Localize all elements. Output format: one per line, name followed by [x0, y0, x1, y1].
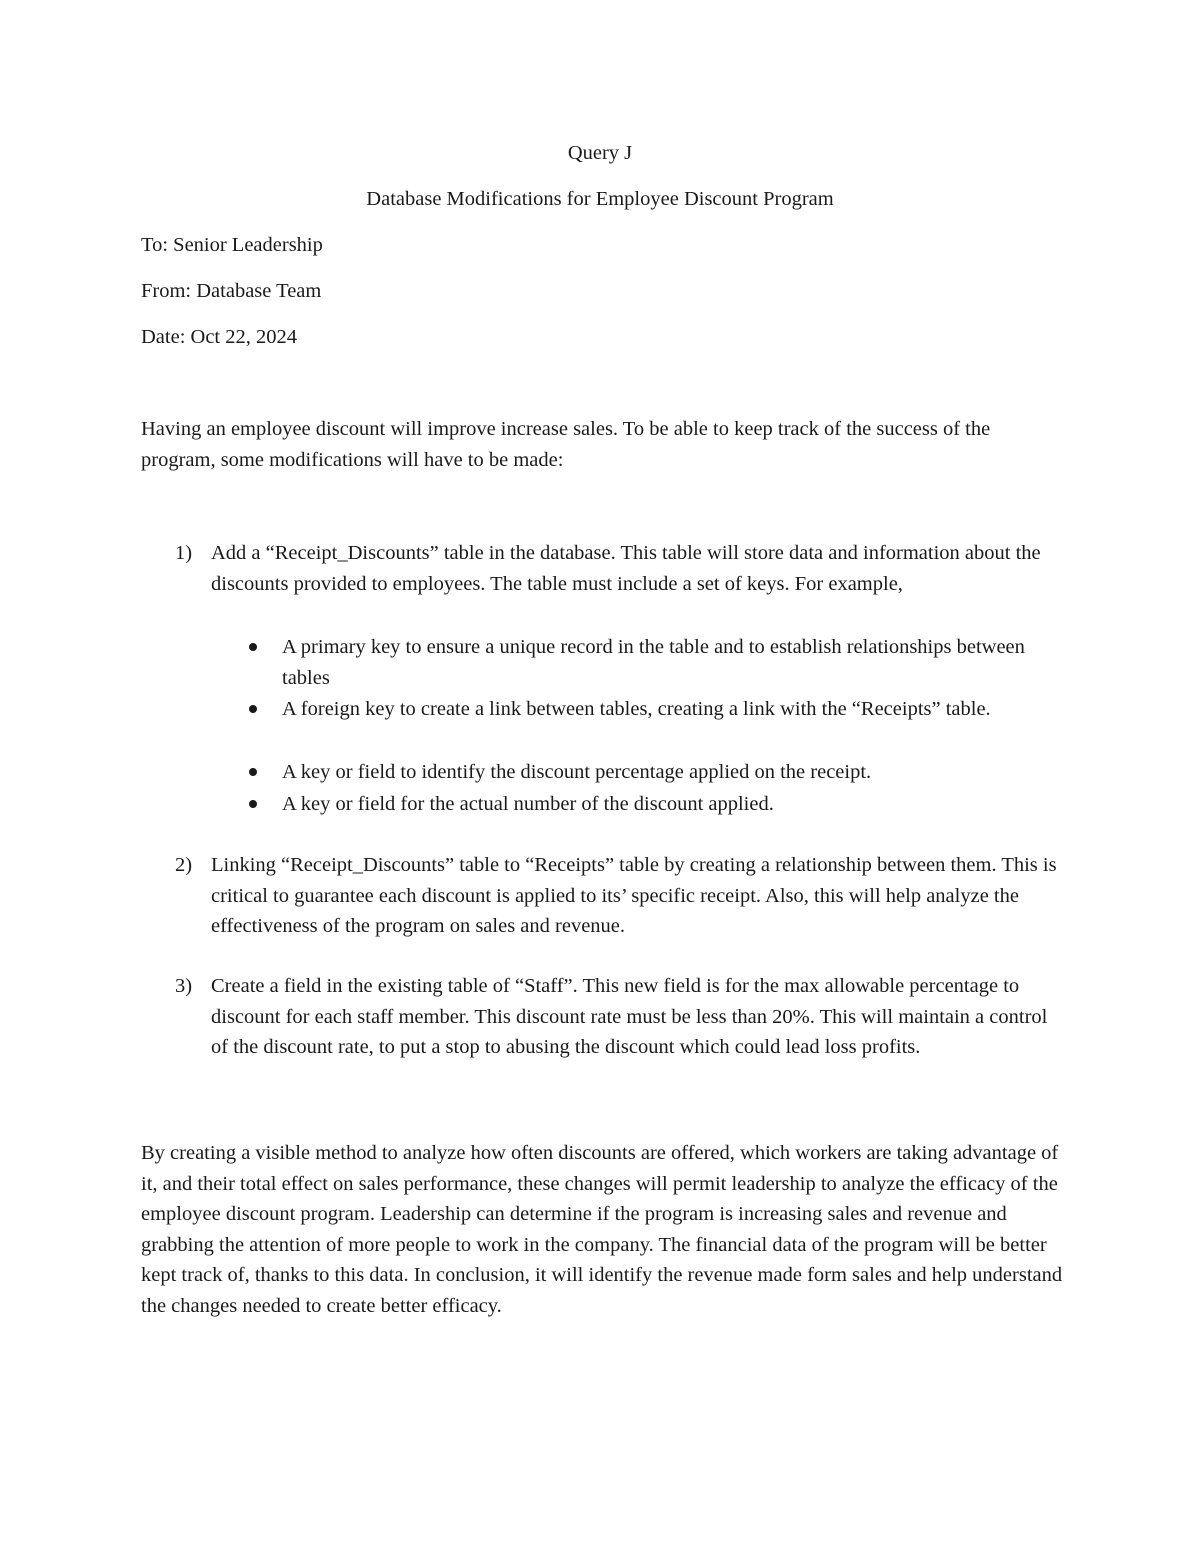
- bullet-text: A foreign key to create a link between tables, creating a link with the “Receipts” table.: [282, 698, 991, 720]
- list-number: 2): [175, 854, 193, 876]
- bullet-icon: [249, 768, 257, 776]
- document-title: Query J: [567, 142, 633, 164]
- list-item-text: Add a “Receipt_Discounts” table in the database. This table will store data and information about the discounts provided to employees. The table must include a set of keys. For example,: [211, 542, 1041, 595]
- list-number: 3): [175, 975, 193, 997]
- list-item-text: Create a field in the existing table of “Staff”. This new field is for the max allowable percentage to discount for each staff member. This discount rate must be less than 20%. This will maintain a control of the discount rate, to put a stop to abusing the discount which could lead loss profits.: [211, 975, 1048, 1058]
- intro-paragraph: Having an employee discount will improve increase sales. To be able to keep track of the success of the program, some modifications will have to be made:: [141, 418, 991, 471]
- bullet-text: A key or field to identify the discount percentage applied on the receipt.: [282, 761, 872, 783]
- memo-date: Date: Oct 22, 2024: [141, 326, 297, 348]
- document-subtitle: Database Modifications for Employee Discount Program: [366, 188, 834, 210]
- bullet-icon: [249, 643, 257, 651]
- memo-from: From: Database Team: [141, 280, 322, 302]
- list-number: 1): [175, 542, 193, 564]
- bullet-icon: [249, 800, 257, 808]
- bullet-text: A primary key to ensure a unique record in the table and to establish relationships between tables: [282, 636, 1025, 689]
- memo-to: To: Senior Leadership: [141, 234, 323, 256]
- conclusion-paragraph: By creating a visible method to analyze how often discounts are offered, which workers are taking advantage of it, and their total effect on sales performance, these changes will permit leadership to analyze the efficacy of the employee discount program. Leadership can determine if the program is increasing sales and revenue and grabbing the attention of more people to work in the company. The financial data of the program will be better kept track of, thanks to this data. In conclusion, it will identify the revenue made form sales and help understand the changes needed to create better efficacy.: [141, 1142, 1063, 1317]
- bullet-icon: [249, 705, 257, 713]
- list-item-text: Linking “Receipt_Discounts” table to “Receipts” table by creating a relationship between them. This is critical to guarantee each discount is applied to its’ specific receipt. Also, this will help analyze the effectiveness of the program on sales and revenue.: [211, 854, 1057, 937]
- bullet-text: A key or field for the actual number of the discount applied.: [282, 793, 774, 815]
